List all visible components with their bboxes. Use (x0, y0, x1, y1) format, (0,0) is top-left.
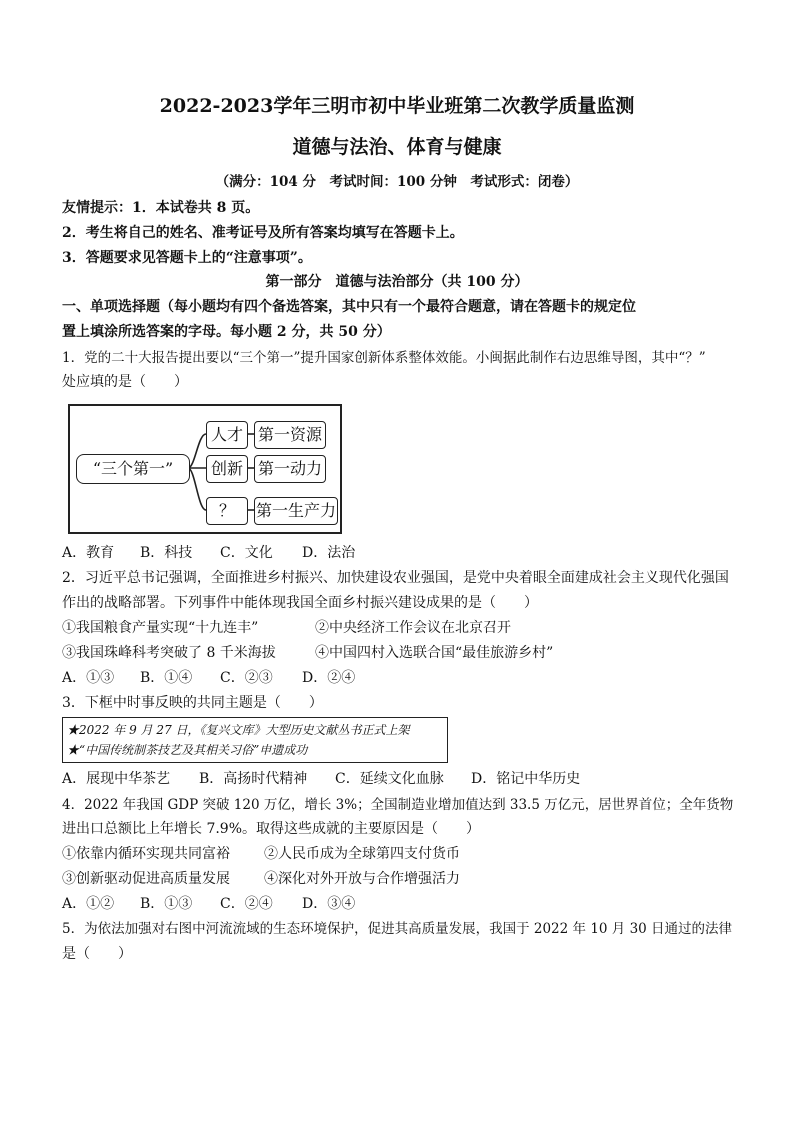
q2-item-3: ③我国珠峰科考突破了 8 千米海拔 (62, 645, 276, 661)
mind-map-node-first-resource: 第一资源 (254, 421, 326, 449)
q4-stem-line-1: 4．2022 年我国 GDP 突破 120 万亿，增长 3%；全国制造业增加值达到 33.5 万亿元，居世界首位；全年货物 (62, 797, 734, 813)
q2-item-1: ①我国粮食产量实现“十九连丰” (62, 620, 259, 636)
q3-news-box (62, 717, 448, 763)
mind-map-node-first-productivity: 第一生产力 (254, 497, 338, 525)
q5-stem-line-2: 是（ ） (62, 946, 132, 962)
section-heading-line-1: 一、单项选择题（每小题均有四个备选答案，其中只有一个最符合题意，请在答题卡的规定位 (62, 299, 636, 315)
exam-info: （满分：104 分 考试时间：100 分钟 考试形式：闭卷） (215, 174, 579, 190)
q4-item-4: ④深化对外开放与合作增强活力 (264, 871, 460, 887)
q2-option-d[interactable]: D．②④ (302, 670, 356, 686)
mind-map-node-unknown: ？ (206, 497, 248, 525)
mind-map-diagram (68, 404, 342, 534)
q1-option-c[interactable]: C．文化 (220, 545, 273, 561)
q2-stem-line-2: 作出的战略部署。下列事件中能体现我国全面乡村振兴建设成果的是（ ） (62, 595, 538, 611)
q4-item-2: ②人民币成为全球第四支付货币 (264, 846, 460, 862)
q2-item-2: ②中央经济工作会议在北京召开 (315, 620, 511, 636)
exam-title: 2022-2023学年三明市初中毕业班第二次教学质量监测 (159, 95, 635, 117)
exam-subject: 道德与法治、体育与健康 (292, 136, 502, 158)
mind-map-node-talent: 人才 (206, 421, 248, 449)
q1-stem-line-1: 1．党的二十大报告提出要以“三个第一”提升国家创新体系整体效能。小闽据此制作右边思维导图，其中“？” (62, 350, 706, 366)
q3-news-item-2: ★“中国传统制茶技艺及其相关习俗”申遗成功 (67, 743, 308, 757)
q4-options (62, 894, 744, 914)
q2-option-a[interactable]: A．①③ (62, 670, 115, 686)
tip-1: 友情提示：1．本试卷共 8 页。 (62, 200, 260, 216)
q3-options (62, 769, 744, 789)
q4-option-d[interactable]: D．③④ (302, 896, 356, 912)
q3-stem: 3．下框中时事反映的共同主题是（ ） (62, 695, 323, 711)
q4-item-3: ③创新驱动促进高质量发展 (62, 871, 230, 887)
q2-items-row-1 (62, 618, 744, 638)
tip-3: 3．答题要求见答题卡上的“注意事项”。 (62, 250, 312, 266)
part-title: 第一部分 道德与法治部分（共 100 分） (265, 274, 529, 290)
q4-items-row-1 (62, 844, 744, 864)
mind-map-node-first-driver: 第一动力 (254, 455, 326, 483)
q1-option-b[interactable]: B．科技 (140, 545, 193, 561)
q2-items-row-2 (62, 643, 744, 663)
q2-options (62, 668, 744, 688)
q4-items-row-2 (62, 869, 744, 889)
q1-option-a[interactable]: A．教育 (62, 545, 115, 561)
q4-option-a[interactable]: A．①② (62, 896, 115, 912)
q2-item-4: ④中国四村入选联合国“最佳旅游乡村” (315, 645, 554, 661)
q4-stem-line-2: 进出口总额比上年增长 7.9%。取得这些成就的主要原因是（ ） (62, 821, 481, 837)
q2-option-c[interactable]: C．②③ (220, 670, 273, 686)
q3-news-item-1: ★2022 年 9 月 27 日，《复兴文库》大型历史文献丛书正式上架 (67, 723, 410, 737)
section-heading-line-2: 置上填涂所选答案的字母。每小题 2 分，共 50 分） (62, 324, 391, 340)
q1-options (62, 543, 744, 563)
q3-option-a[interactable]: A．展现中华茶艺 (62, 771, 171, 787)
q5-stem-line-1: 5．为依法加强对右图中河流流域的生态环境保护，促进其高质量发展，我国于 2022 年 10 月 30 日通过的法律 (62, 921, 733, 937)
q1-stem-line-2: 处应填的是（ ） (62, 374, 188, 390)
mind-map-root: “三个第一” (76, 454, 190, 484)
q3-option-b[interactable]: B．高扬时代精神 (199, 771, 308, 787)
q3-option-c[interactable]: C．延续文化血脉 (335, 771, 444, 787)
q4-option-b[interactable]: B．①③ (140, 896, 193, 912)
q1-option-d[interactable]: D．法治 (302, 545, 356, 561)
q4-option-c[interactable]: C．②④ (220, 896, 273, 912)
q3-option-d[interactable]: D．铭记中华历史 (471, 771, 581, 787)
q4-item-1: ①依靠内循环实现共同富裕 (62, 846, 230, 862)
tip-2: 2．考生将自己的姓名、准考证号及所有答案均填写在答题卡上。 (62, 225, 464, 241)
mind-map-node-innovation: 创新 (206, 455, 248, 483)
q2-stem-line-1: 2．习近平总书记强调，全面推进乡村振兴、加快建设农业强国，是党中央着眼全面建成社会主义现代化强国 (62, 570, 729, 586)
q2-option-b[interactable]: B．①④ (140, 670, 193, 686)
